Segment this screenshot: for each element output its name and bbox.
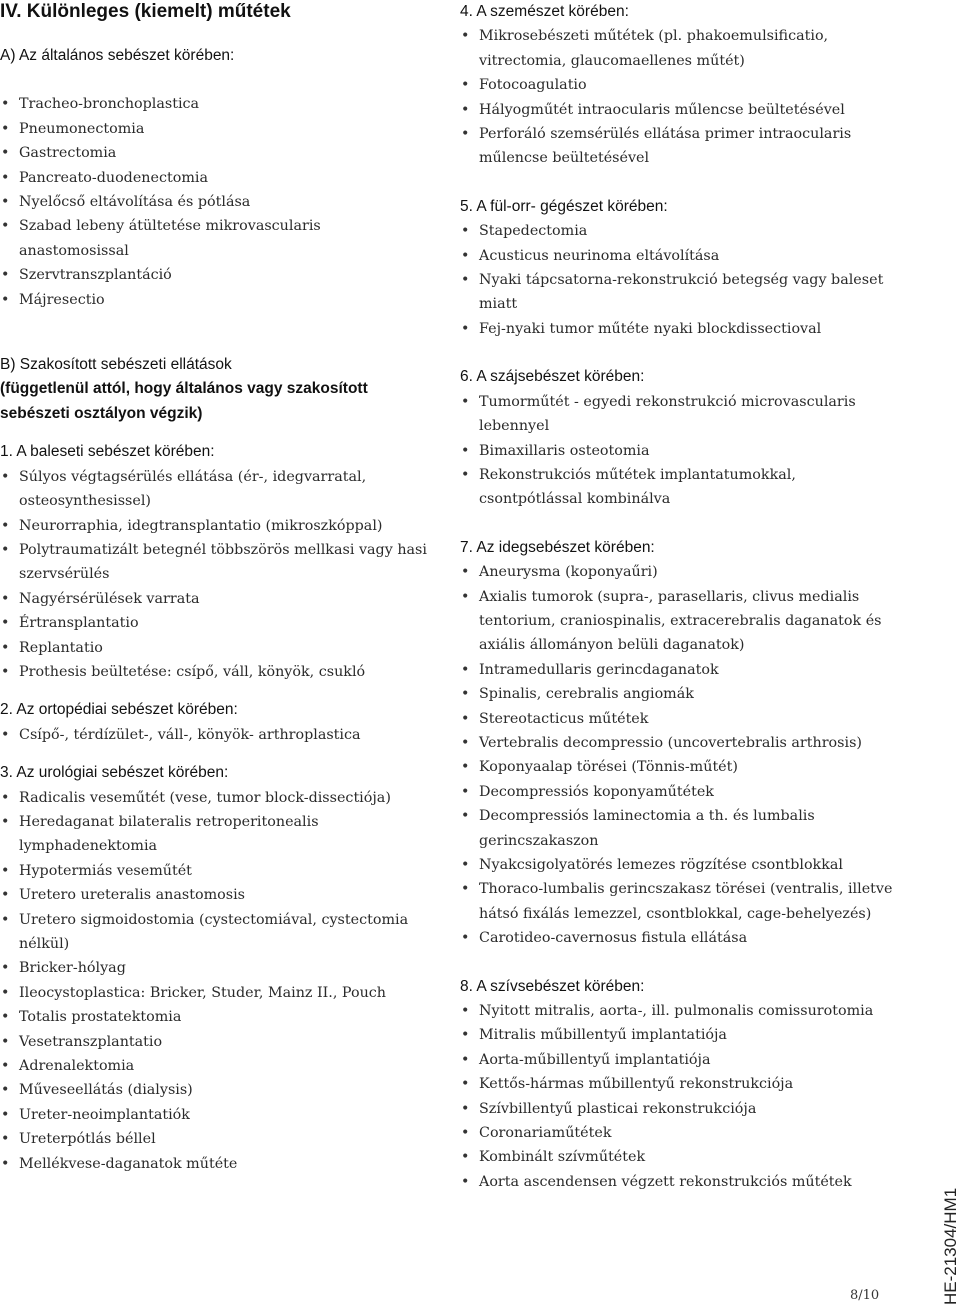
list-item: • Szívbillentyű plasticai rekonstrukciója: [460, 1097, 900, 1121]
list-item: • Fotocoagulatio: [460, 73, 900, 97]
list-item: • Nyakcsigolyatörés lemezes rögzítése csontblokkal: [460, 853, 900, 877]
list-item: • Mellékvese-daganatok műtéte: [0, 1152, 430, 1176]
section-a-heading: A) Az általános sebészet körében:: [0, 47, 235, 64]
subsection-3-list: [0, 786, 430, 1177]
right-column: [460, 0, 900, 1194]
subsection-1-list: [0, 465, 430, 685]
list-item: • Májresectio: [0, 288, 430, 312]
list-item: • Thoraco-lumbalis gerincszakasz törései (ventralis, illetve hátsó fixálás lemezzel, csontblokkal, cage-behelyezés): [460, 877, 900, 926]
subsection-7-heading: 7. Az idegsebészet körében:: [460, 538, 655, 556]
subsection-4-list: [460, 24, 900, 170]
list-item: • Aorta-műbillentyű implantatiója: [460, 1048, 900, 1072]
subsection-7-list: [460, 560, 900, 951]
list-item: • Acusticus neurinoma eltávolítása: [460, 244, 900, 268]
list-item: • Mikrosebészeti műtétek (pl. phakoemulsificatio, vitrectomia, glaucomaellenes műtét): [460, 24, 900, 73]
list-item: • Ureterpótlás béllel: [0, 1127, 430, 1151]
list-item: • Nyaki tápcsatorna-rekonstrukció betegség vagy baleset miatt: [460, 268, 900, 317]
list-item: • Szervtranszplantáció: [0, 263, 430, 287]
list-item: • Neurorraphia, idegtransplantatio (mikroszkóppal): [0, 514, 430, 538]
list-item: • Mitralis műbillentyű implantatiója: [460, 1023, 900, 1047]
list-item: • Bricker-hólyag: [0, 956, 430, 980]
list-item: • Adrenalektomia: [0, 1054, 430, 1078]
list-item: • Aneurysma (koponyaűri): [460, 560, 900, 584]
subsection-5-heading: 5. A fül-orr- gégészet körében:: [460, 197, 668, 215]
list-item: • Kombinált szívműtétek: [460, 1145, 900, 1169]
list-item: • Pancreato-duodenectomia: [0, 166, 430, 190]
list-item: • Replantatio: [0, 636, 430, 660]
list-item: • Gastrectomia: [0, 141, 430, 165]
list-item: • Vesetranszplantatio: [0, 1030, 430, 1054]
list-item: • Uretero sigmoidostomia (cystectomiával, cystectomia nélkül): [0, 908, 430, 957]
list-item: • Ureter-neoimplantatiók: [0, 1103, 430, 1127]
list-item: • Nagyérsérülések varrata: [0, 587, 430, 611]
list-item: • Pneumonectomia: [0, 117, 430, 141]
list-item: • Ileocystoplastica: Bricker, Studer, Mainz II., Pouch: [0, 981, 430, 1005]
list-item: • Totalis prostatektomia: [0, 1005, 430, 1029]
subsection-2-heading: 2. Az ortopédiai sebészet körében:: [0, 701, 238, 719]
list-item: • Uretero ureteralis anastomosis: [0, 883, 430, 907]
subsection-8-list: [460, 999, 900, 1194]
subsection-6-list: [460, 390, 900, 512]
list-item: • Fej-nyaki tumor műtéte nyaki blockdissectioval: [460, 317, 900, 341]
list-item: • Nyitott mitralis, aorta-, ill. pulmonalis comissurotomia: [460, 999, 900, 1023]
list-item: • Stereotacticus műtétek: [460, 707, 900, 731]
list-item: • Coronariaműtétek: [460, 1121, 900, 1145]
subsection-8-heading: 8. A szívsebészet körében:: [460, 977, 645, 995]
list-item: • Decompressiós laminectomia a th. és lumbalis gerincszakaszon: [460, 804, 900, 853]
section-a-list: [0, 92, 430, 312]
list-item: • Rekonstrukciós műtétek implantatumokkal, csontpótlással kombinálva: [460, 463, 900, 512]
list-item: • Intramedullaris gerincdaganatok: [460, 658, 900, 682]
section-b-subheading: (függetlenül attól, hogy általános vagy szakosított sebészeti osztályon végzik): [0, 380, 368, 422]
list-item: • Axialis tumorok (supra-, parasellaris, clivus medialis tentorium, craniospinalis, extracerebralis daganatok és axiális állományon belüli daganatok): [460, 585, 900, 658]
subsection-4-heading: 4. A szemészet körében:: [460, 3, 629, 20]
page-title: IV. Különleges (kiemelt) műtétek: [0, 1, 291, 22]
list-item: • Tumorműtét - egyedi rekonstrukció microvascularis lebennyel: [460, 390, 900, 439]
subsection-5-list: [460, 219, 900, 341]
list-item: • Hályogműtét intraocularis műlencse beültetésével: [460, 98, 900, 122]
list-item: • Radicalis veseműtét (vese, tumor block-dissectiója): [0, 786, 430, 810]
list-item: • Carotideo-cavernosus fistula ellátása: [460, 926, 900, 950]
list-item: • Prothesis beültetése: csípő, váll, könyök, csukló: [0, 660, 430, 684]
page-number: 8/10: [850, 1288, 880, 1303]
list-item: • Műveseellátás (dialysis): [0, 1078, 430, 1102]
subsection-6-heading: 6. A szájsebészet körében:: [460, 368, 645, 386]
subsection-2-list: [0, 723, 430, 747]
list-item: • Tracheo-bronchoplastica: [0, 92, 430, 116]
list-item: • Hypotermiás veseműtét: [0, 859, 430, 883]
list-item: • Stapedectomia: [460, 219, 900, 243]
list-item: • Heredaganat bilateralis retroperitonealis lymphadenektomia: [0, 810, 430, 859]
list-item: • Koponyaalap törései (Tönnis-műtét): [460, 755, 900, 779]
left-column: [0, 0, 430, 1176]
list-item: • Nyelőcső eltávolítása és pótlása: [0, 190, 430, 214]
list-item: • Csípő-, térdízület-, váll-, könyök- arthroplastica: [0, 723, 430, 747]
subsection-3-heading: 3. Az urológiai sebészet körében:: [0, 764, 229, 782]
list-item: • Kettős-hármas műbillentyű rekonstrukciója: [460, 1072, 900, 1096]
list-item: • Spinalis, cerebralis angiomák: [460, 682, 900, 706]
document-code: HE-21304/HM1: [941, 1187, 960, 1305]
list-item: • Perforáló szemsérülés ellátása primer intraocularis műlencse beültetésével: [460, 122, 900, 171]
section-b-heading: B) Szakosított sebészeti ellátások: [0, 356, 232, 374]
list-item: • Szabad lebeny átültetése mikrovascularis anastomosissal: [0, 214, 430, 263]
list-item: • Bimaxillaris osteotomia: [460, 439, 900, 463]
list-item: • Értransplantatio: [0, 611, 430, 635]
list-item: • Polytraumatizált betegnél többszörös mellkasi vagy hasi szervsérülés: [0, 538, 430, 587]
list-item: • Decompressiós koponyaműtétek: [460, 780, 900, 804]
subsection-1-heading: 1. A baleseti sebészet körében:: [0, 443, 215, 461]
list-item: • Súlyos végtagsérülés ellátása (ér-, idegvarratal, osteosynthesissel): [0, 465, 430, 514]
list-item: • Aorta ascendensen végzett rekonstrukciós műtétek: [460, 1170, 900, 1194]
list-item: • Vertebralis decompressio (uncovertebralis arthrosis): [460, 731, 900, 755]
